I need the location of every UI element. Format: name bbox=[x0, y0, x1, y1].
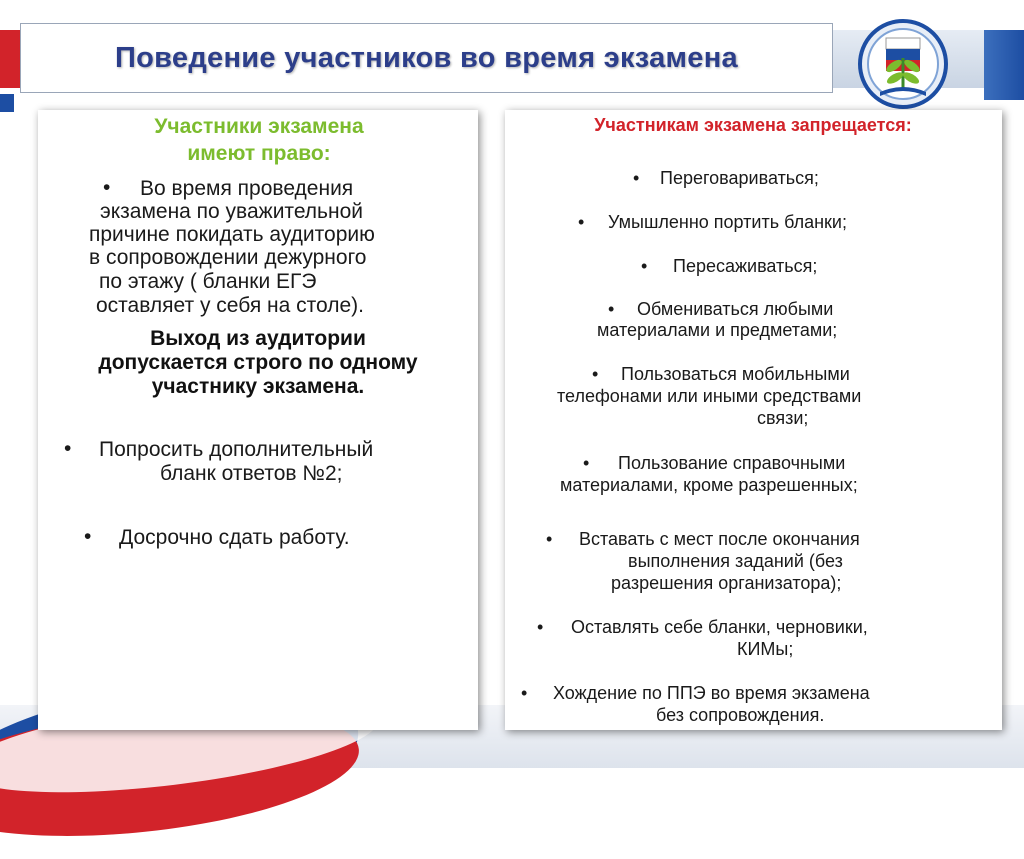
prohibition-item: Переговариваться; bbox=[660, 168, 819, 188]
rights-item-2-line: Попросить дополнительный bbox=[99, 438, 374, 461]
bullet-icon: • bbox=[521, 683, 528, 703]
page-title: Поведение участников во время экзамена bbox=[115, 41, 738, 74]
prohibition-item: телефонами или иными средствами bbox=[557, 386, 862, 406]
prohibitions-heading: Участникам экзамена запрещается: bbox=[594, 115, 912, 135]
rights-item-1-line: в сопровождении дежурного bbox=[89, 246, 367, 269]
bullet-icon: • bbox=[84, 525, 92, 548]
prohibition-item: без сопровождения. bbox=[656, 705, 825, 725]
header-red-accent bbox=[0, 30, 22, 88]
prohibition-item: Оставлять себе бланки, черновики, bbox=[571, 617, 868, 637]
bullet-icon: • bbox=[633, 168, 640, 188]
prohibition-item: Пользоваться мобильными bbox=[621, 364, 850, 384]
rights-item-1-line: экзамена по уважительной bbox=[100, 200, 364, 223]
prohibition-item: Обмениваться любыми bbox=[637, 299, 834, 319]
rights-item-1-line: Во время проведения bbox=[140, 177, 354, 200]
education-emblem-icon bbox=[858, 18, 948, 110]
bullet-icon: • bbox=[578, 212, 585, 232]
right-blue-accent bbox=[984, 30, 1024, 100]
bullet-icon: • bbox=[608, 299, 615, 319]
title-box bbox=[20, 23, 833, 93]
prohibition-item: разрешения организатора); bbox=[611, 573, 842, 593]
rights-item-1-line: по этажу ( бланки ЕГЭ bbox=[99, 270, 317, 293]
prohibition-item: Пересаживаться; bbox=[673, 256, 818, 276]
prohibition-item: Пользование справочными bbox=[618, 453, 846, 473]
left-blue-accent bbox=[0, 94, 14, 112]
bullet-icon: • bbox=[641, 256, 648, 276]
exit-rule-note: Выход из аудитории допускается строго по одному участнику экзамена. bbox=[98, 327, 418, 398]
bullet-icon: • bbox=[583, 453, 590, 473]
rights-heading: Участники экзамена имеют право: bbox=[154, 115, 364, 165]
prohibition-item: выполнения заданий (без bbox=[628, 551, 843, 571]
rights-item-1-line: причине покидать аудиторию bbox=[89, 223, 375, 246]
prohibition-item: материалами, кроме разрешенных; bbox=[560, 475, 858, 495]
bullet-icon: • bbox=[592, 364, 599, 384]
prohibition-item: Умышленно портить бланки; bbox=[608, 212, 847, 232]
bullet-icon: • bbox=[537, 617, 544, 637]
bullet-icon: • bbox=[103, 176, 111, 199]
bullet-icon: • bbox=[546, 529, 553, 549]
rights-item-1-line: оставляет у себя на столе). bbox=[96, 294, 364, 317]
prohibition-item: связи; bbox=[757, 408, 809, 428]
prohibition-item: КИМы; bbox=[737, 639, 794, 659]
prohibition-item: материалами и предметами; bbox=[597, 320, 838, 340]
rights-item-2-line: бланк ответов №2; bbox=[160, 462, 343, 485]
rights-item-3-line: Досрочно сдать работу. bbox=[119, 526, 350, 549]
bullet-icon: • bbox=[64, 437, 72, 460]
prohibition-item: Хождение по ППЭ во время экзамена bbox=[553, 683, 870, 703]
prohibition-item: Вставать с мест после окончания bbox=[579, 529, 860, 549]
